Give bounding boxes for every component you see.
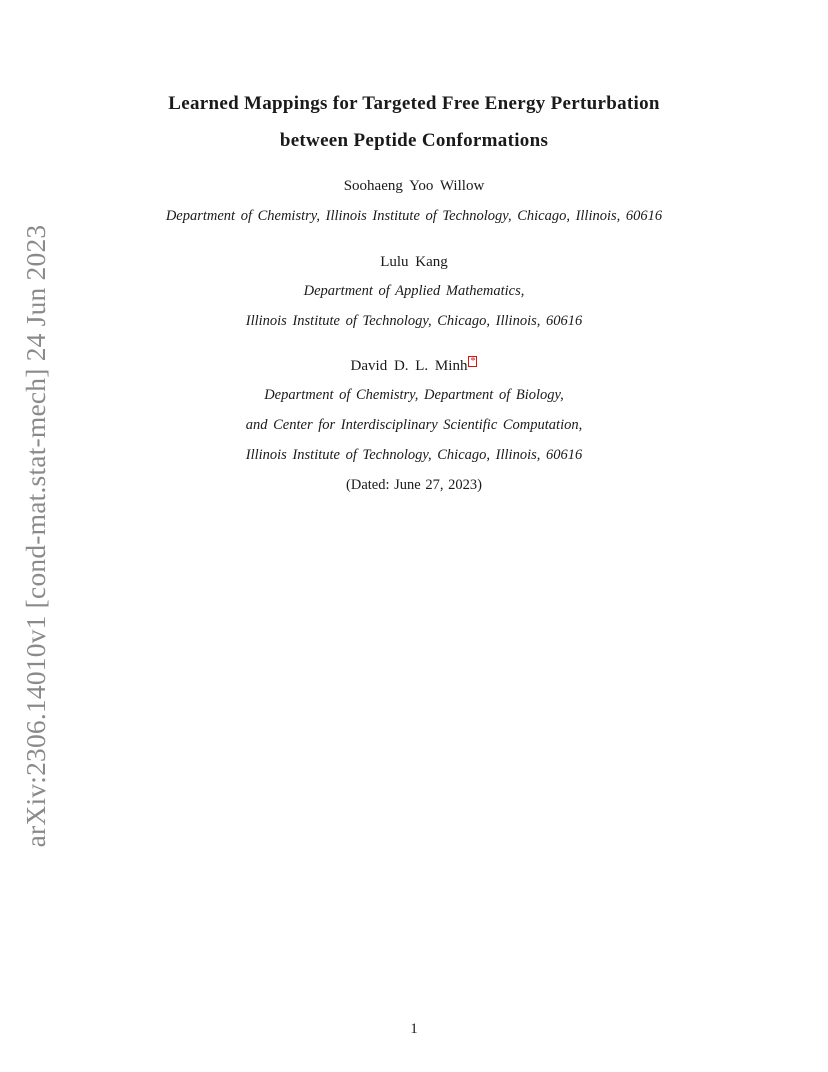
author-1-affiliation-line-1: Department of Chemistry, Illinois Institute of Technology, Chicago, Illinois, 60616 bbox=[165, 208, 663, 224]
page-number: 1 bbox=[410, 1021, 418, 1037]
author-name-3: David D. L. Minh bbox=[350, 358, 468, 374]
dated-line: (Dated: June 27, 2023) bbox=[346, 477, 482, 493]
paper-title-line-2: between Peptide Conformations bbox=[279, 130, 549, 151]
author-name-1: Soohaeng Yoo Willow bbox=[343, 178, 485, 194]
author-3-affiliation-line-3: Illinois Institute of Technology, Chicago, Illinois, 60616 bbox=[245, 447, 583, 463]
arxiv-identifier-stamp: arXiv:2306.14010v1 [cond-mat.stat-mech] 24 Jun 2023 bbox=[20, 224, 51, 848]
paper-title-line-1: Learned Mappings for Targeted Free Energy Perturbation bbox=[168, 93, 660, 114]
author-2-affiliation-line-1: Department of Applied Mathematics, bbox=[303, 283, 525, 299]
author-name-2: Lulu Kang bbox=[380, 254, 448, 270]
author-3-block bbox=[0, 358, 828, 375]
author-3-affiliation-line-1: Department of Chemistry, Department of Biology, bbox=[264, 387, 564, 403]
author-3-affiliation-line-2: and Center for Interdisciplinary Scientific Computation, bbox=[245, 417, 583, 433]
corresponding-author-footnote-link[interactable]: * bbox=[470, 356, 476, 367]
author-2-affiliation-line-2: Illinois Institute of Technology, Chicago, Illinois, 60616 bbox=[245, 313, 583, 329]
